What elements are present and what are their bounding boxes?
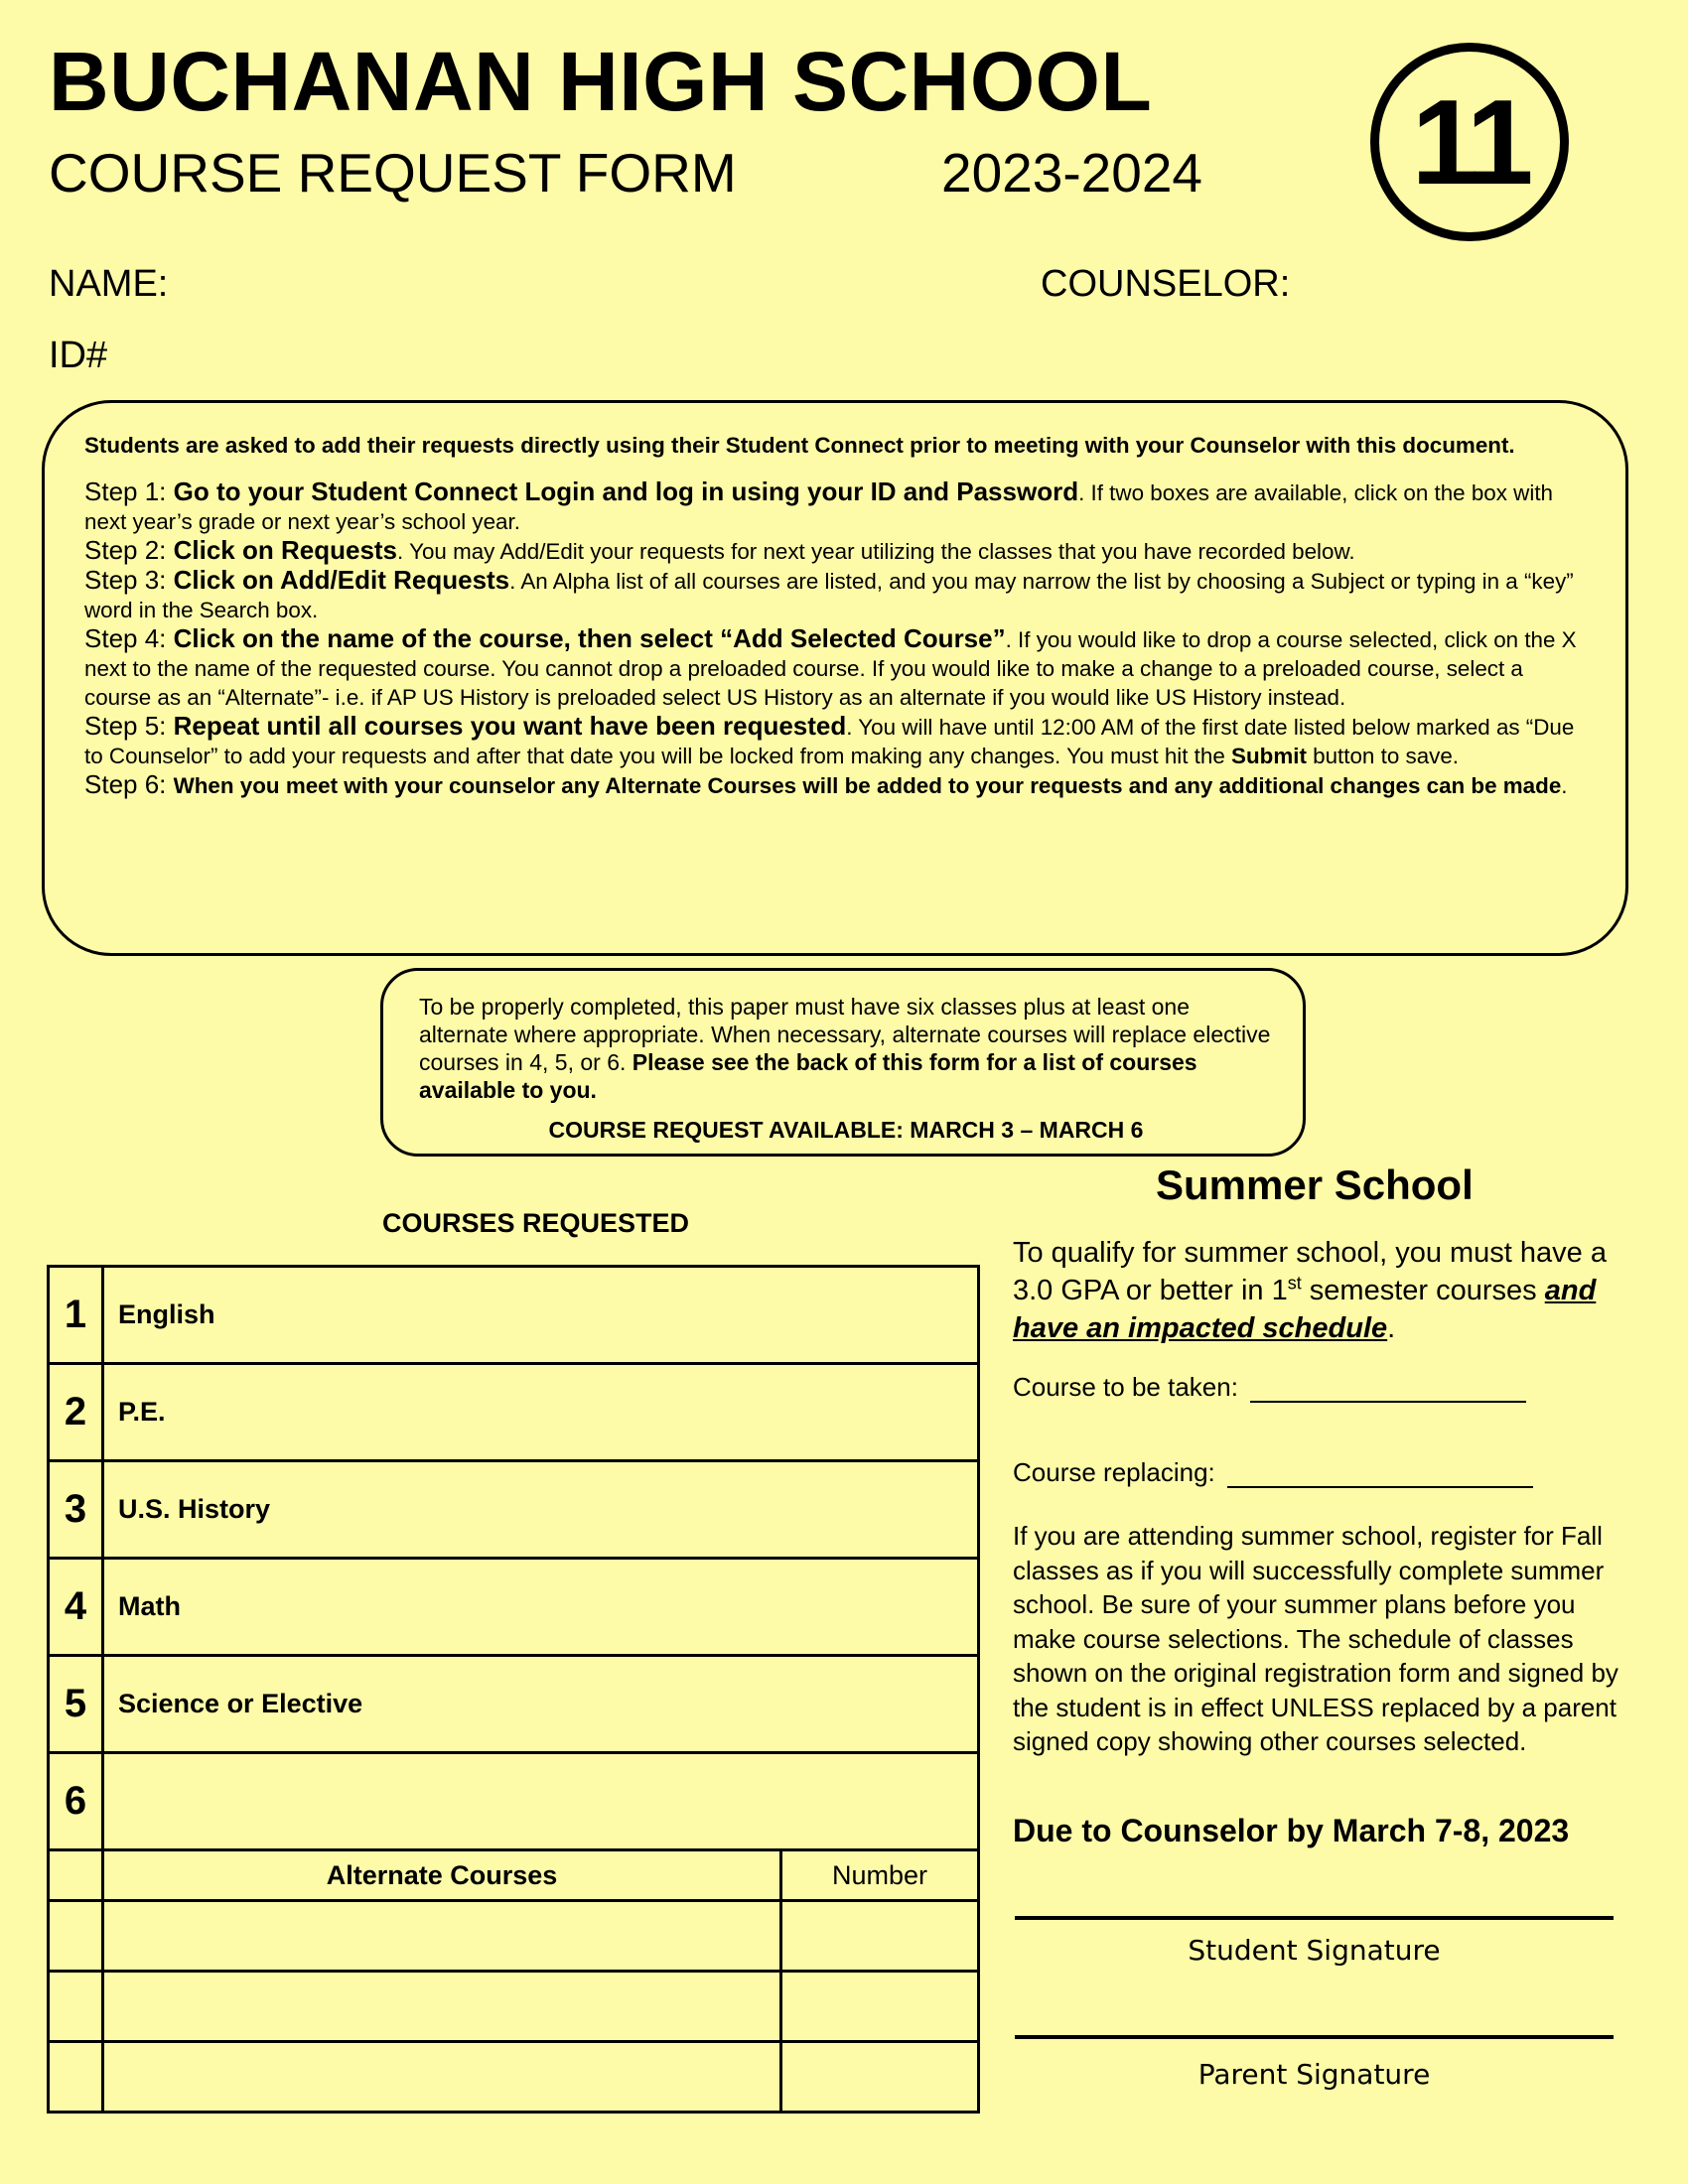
student-signature-label: Student Signature (1188, 1934, 1441, 1967)
alternate-row (49, 1972, 979, 2042)
course-table (47, 1265, 980, 2114)
id-label: ID# (49, 335, 108, 376)
alternate-courses-header: Alternate Courses (103, 1850, 781, 1901)
name-label: NAME: (49, 263, 169, 305)
alternate-number-input[interactable] (781, 1972, 979, 2042)
step-1: Step 1: Go to your Student Connect Login and log in using your ID and Password. If two boxes are available, click on the box with next year’s grade or next year’s school year. (84, 477, 1553, 534)
blank-cell (49, 1901, 103, 1972)
step-6: Step 6: When you meet with your counselor any Alternate Courses will be added to your requests and any additional changes can be made. (84, 769, 1568, 799)
course-to-be-taken-input[interactable] (1250, 1375, 1526, 1403)
row-number: 2 (49, 1364, 103, 1461)
row-number: 1 (49, 1267, 103, 1364)
instructions-intro: Students are asked to add their requests directly using their Student Connect prior to meeting with your Counselor with this document. (84, 433, 1515, 458)
row-number: 6 (49, 1753, 103, 1850)
courses-heading: COURSES REQUESTED (382, 1208, 690, 1238)
table-row (49, 1461, 979, 1559)
step-5: Step 5: Repeat until all courses you want have been requested. You will have until 12:00 AM of the first date listed below marked as “Due to Counselor” to add your requests and after that date you will be locked from making any changes. You must hit the Submit button to save. (84, 711, 1575, 768)
summer-note: If you are attending summer school, register for Fall classes as if you will successfully complete summer school. Be sure of your summer plans before you make course selections. The schedule of classes shown on the original registration form and signed by the student is in effect UNLESS replaced by a parent signed copy showing other courses selected. (1013, 1521, 1618, 1756)
blank-cell (49, 1972, 103, 2042)
parent-signature-line[interactable] (1015, 2035, 1614, 2039)
row-number: 4 (49, 1559, 103, 1656)
alternate-row (49, 1901, 979, 1972)
alternate-course-input[interactable] (103, 1901, 781, 1972)
course-to-be-taken-field: Course to be taken: (1013, 1372, 1526, 1403)
course-name[interactable]: P.E. (103, 1364, 979, 1461)
step-4: Step 4: Click on the name of the course, then select “Add Selected Course”. If you would like to drop a course selected, click on the X next to the name of the requested course. You cannot drop a preloaded course. If you would like to make a change to a preloaded course, select a course as an “Alternate”- i.e. if AP US History is preloaded select US History as an alternate if you would like US History instead. (84, 623, 1577, 710)
due-date: Due to Counselor by March 7-8, 2023 (1013, 1813, 1570, 1848)
school-name: BUCHANAN HIGH SCHOOL (49, 35, 1153, 128)
alternate-row (49, 2042, 979, 2113)
alternate-number-input[interactable] (781, 1901, 979, 1972)
alternate-number-input[interactable] (781, 2042, 979, 2113)
course-name[interactable] (103, 1753, 979, 1850)
instructions-box (42, 400, 1628, 956)
school-year: 2023-2024 (941, 142, 1203, 204)
table-row (49, 1656, 979, 1753)
row-number: 5 (49, 1656, 103, 1753)
blank-cell (49, 2042, 103, 2113)
summer-qualification: To qualify for summer school, you must have a 3.0 GPA or better in 1st semester courses and have an impacted schedule. (1013, 1237, 1607, 1344)
grade-number: 11 (1411, 74, 1528, 209)
form-title: COURSE REQUEST FORM (49, 142, 737, 204)
step-3: Step 3: Click on Add/Edit Requests. An Alpha list of all courses are listed, and you may narrow the list by choosing a Subject or typing in a “key” word in the Search box. (84, 565, 1574, 622)
table-row (49, 1267, 979, 1364)
student-signature-line[interactable] (1015, 1916, 1614, 1920)
table-row (49, 1753, 979, 1850)
counselor-label: COUNSELOR: (1041, 263, 1291, 305)
step-2: Step 2: Click on Requests. You may Add/Edit your requests for next year utilizing the classes that you have recorded below. (84, 535, 1355, 565)
table-row (49, 1364, 979, 1461)
course-replacing-field: Course replacing: (1013, 1457, 1533, 1488)
alternate-course-input[interactable] (103, 2042, 781, 2113)
course-name[interactable]: U.S. History (103, 1461, 979, 1559)
course-name[interactable]: Science or Elective (103, 1656, 979, 1753)
parent-signature-label: Parent Signature (1197, 2058, 1431, 2091)
table-row (49, 1559, 979, 1656)
completion-notice (380, 968, 1306, 1157)
course-name[interactable]: English (103, 1267, 979, 1364)
availability-dates: COURSE REQUEST AVAILABLE: MARCH 3 – MARCH 6 (548, 1117, 1144, 1143)
notice-text: To be properly completed, this paper must have six classes plus at least one alternate where appropriate. When necessary, alternate courses will replace elective courses in 4, 5, or 6. Please see the back of this form for a list of courses available to you. (419, 994, 1271, 1103)
alternate-course-input[interactable] (103, 1972, 781, 2042)
alternate-header-row (49, 1850, 979, 1901)
blank-cell (49, 1850, 103, 1901)
number-header: Number (781, 1850, 979, 1901)
row-number: 3 (49, 1461, 103, 1559)
course-replacing-input[interactable] (1227, 1460, 1533, 1488)
grade-badge (1370, 43, 1569, 241)
course-name[interactable]: Math (103, 1559, 979, 1656)
summer-school-title: Summer School (1156, 1161, 1474, 1208)
